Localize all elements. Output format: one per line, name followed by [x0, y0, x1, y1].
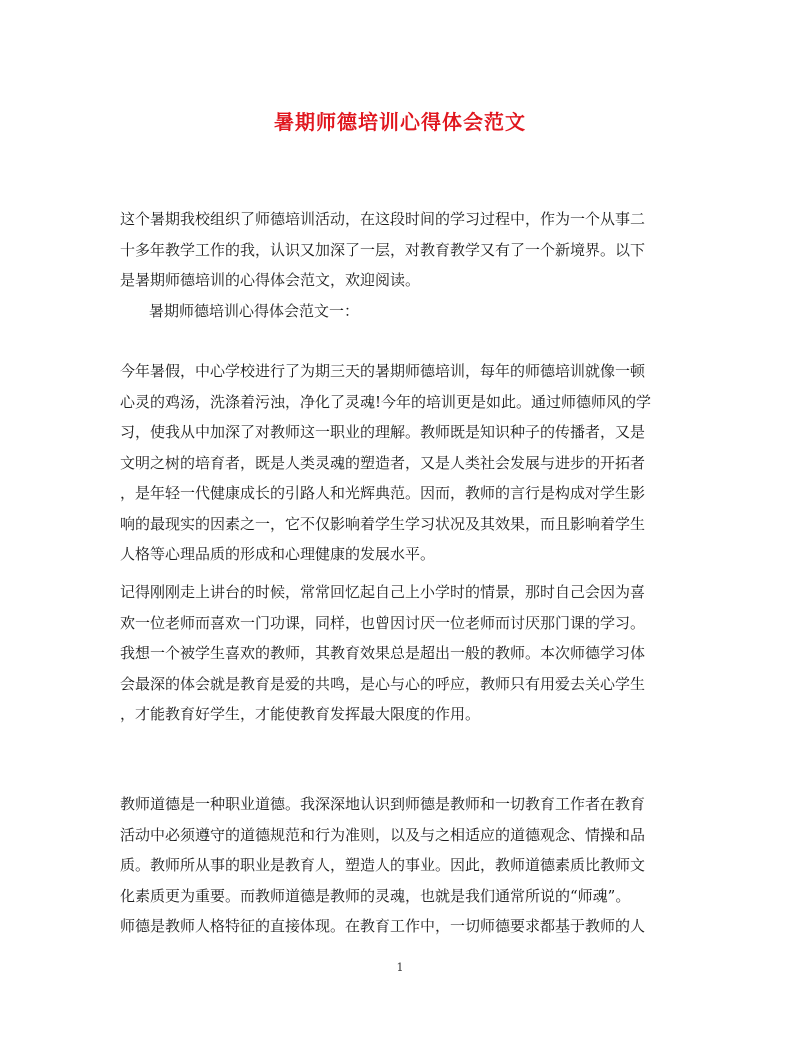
paragraph-line: 这个暑期我校组织了师德培训活动，在这段时间的学习过程中，作为一个从事二: [120, 210, 646, 228]
paragraph-4: [120, 789, 683, 942]
paragraph-line: 记得刚刚走上讲台的时候，常常回忆起自己上小学时的情景，那时自己会因为喜: [120, 583, 646, 601]
paragraph-line: 习，使我从中加深了对教师这一职业的理解。教师既是知识种子的传播者，又是: [120, 423, 646, 441]
paragraph-line: 响的最现实的因素之一，它不仅影响着学生学习状况及其效果，而且影响着学生: [120, 514, 646, 533]
paragraph-line: 十多年教学工作的我，认识又加深了一层，对教育教学又有了一个新境界。以下: [120, 240, 646, 259]
paragraph-line: 化素质更为重要。而教师道德是教师的灵魂，也就是我们通常所说的“师魂”。: [120, 886, 631, 905]
paragraph-line: 活动中必须遵守的道德规范和行为准则，以及与之相适应的道德观念、情操和品: [120, 825, 646, 844]
paragraph-line: 欢一位老师而喜欢一门功课，同样，也曾因讨厌一位老师而讨厌那门课的学习。: [120, 613, 646, 632]
paragraph-line: 文明之树的培育者，既是人类灵魂的塑造者，又是人类社会发展与进步的开拓者: [120, 453, 646, 472]
paragraph-line: 师德是教师人格特征的直接体现。在教育工作中，一切师德要求都基于教师的人: [120, 917, 646, 935]
paragraph-line: 是暑期师德培训的心得体会范文，欢迎阅读。: [120, 271, 421, 289]
paragraph-line: 人格等心理品质的形成和心理健康的发展水平。: [120, 545, 436, 563]
paragraph-line: 教师道德是一种职业道德。我深深地认识到师德是教师和一切教育工作者在教育: [120, 795, 646, 813]
document-title: 暑期师德培训心得体会范文: [274, 110, 526, 134]
paragraph-line: 心灵的鸡汤，洗涤着污浊，净化了灵魂!今年的培训更是如此。通过师德师风的学: [120, 392, 652, 411]
section-subheading: 暑期师德培训心得体会范文一：: [149, 302, 360, 320]
page-number: 1: [396, 961, 404, 974]
paragraph-2: [120, 356, 683, 570]
paragraph-line: 我想一个被学生喜欢的教师，其教育效果总是超出一般的教师。本次师德学习体: [120, 644, 646, 662]
paragraph-line: ，是年轻一代健康成长的引路人和光辉典范。因而，教师的言行是构成对学生影: [120, 484, 646, 502]
intro-paragraph: [120, 204, 683, 296]
paragraph-line: 会最深的体会就是教育是爱的共鸣，是心与心的呼应，教师只有用爱去关心学生: [120, 674, 646, 693]
paragraph-3: [120, 577, 683, 730]
paragraph-line: 质。教师所从事的职业是教育人，塑造人的事业。因此，教师道德素质比教师文: [120, 856, 646, 874]
paragraph-line: ，才能教育好学生，才能使教育发挥最大限度的作用。: [120, 705, 481, 723]
paragraph-line: 今年暑假，中心学校进行了为期三天的暑期师德培训，每年的师德培训就像一顿: [120, 362, 646, 380]
